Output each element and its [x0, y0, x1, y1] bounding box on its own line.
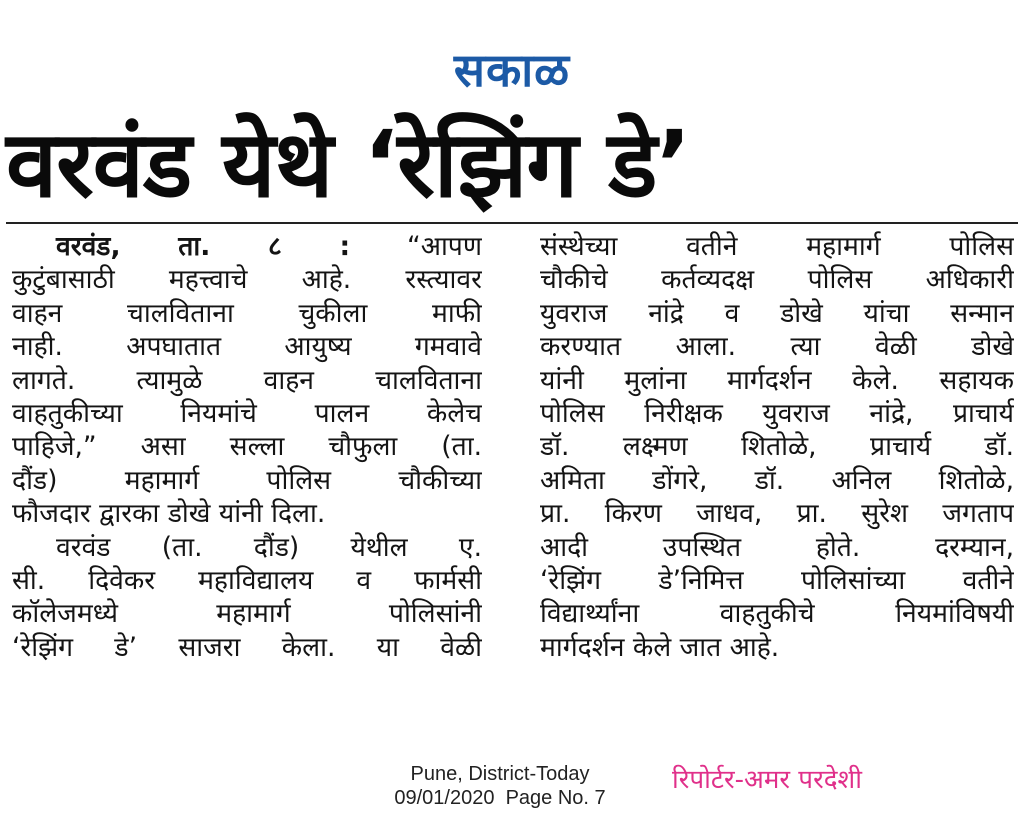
article-line: पोलिस निरीक्षक युवराज नांद्रे, प्राचार्य — [540, 397, 1014, 429]
article-line: ‘रेझिंग डे’निमित्त पोलिसांच्या वतीने — [540, 564, 1014, 596]
reporter-credit: रिपोर्टर-अमर परदेशी — [672, 765, 862, 795]
article-column-right — [540, 230, 1014, 750]
newspaper-masthead — [0, 40, 1024, 100]
article-line: नाही. अपघातात आयुष्य गमवावे — [12, 331, 482, 363]
masthead-name: सकाळ — [453, 43, 571, 97]
article-line: लागते. त्यामुळे वाहन चालविताना — [12, 364, 482, 396]
article-line: युवराज नांद्रे व डोखे यांचा सन्मान — [540, 297, 1014, 329]
source-info — [360, 762, 640, 810]
article-line: वरवंड (ता. दौंड) येथील ए. — [56, 531, 482, 563]
article-line: विद्यार्थ्यांना वाहतुकीचे नियमांविषयी — [540, 598, 1014, 630]
article-line: सी. दिवेकर महाविद्यालय व फार्मसी — [12, 564, 482, 596]
article-column-left — [12, 230, 482, 750]
article-line: कॉलेजमध्ये महामार्ग पोलिसांनी — [12, 598, 482, 630]
headline-rule — [6, 222, 1018, 224]
article-line: डॉ. लक्ष्मण शितोळे, प्राचार्य डॉ. — [540, 431, 1014, 463]
article-line: कुटुंबासाठी महत्त्वाचे आहे. रस्त्यावर — [12, 264, 482, 296]
article-line: दौंड) महामार्ग पोलिस चौकीच्या — [12, 464, 482, 496]
article-line: ‘रेझिंग डे’ साजरा केला. या वेळी — [12, 631, 482, 663]
article-line — [12, 230, 482, 263]
article-line: आदी उपस्थित होते. दरम्यान, — [540, 531, 1014, 563]
article-line: यांनी मुलांना मार्गदर्शन केले. सहायक — [540, 364, 1014, 396]
article-line: पाहिजे,” असा सल्ला चौफुला (ता. — [12, 431, 482, 463]
article-line: मार्गदर्शन केले जात आहे. — [540, 631, 780, 663]
source-date-page: 09/01/2020 Page No. 7 — [394, 787, 606, 809]
dateline: वरवंड, ता. ८ : — [56, 231, 351, 262]
article-line: संस्थेच्या वतीने महामार्ग पोलिस — [540, 231, 1014, 262]
article-line: प्रा. किरण जाधव, प्रा. सुरेश जगताप — [540, 498, 1014, 530]
article-line: वाहतुकीच्या नियमांचे पालन केलेच — [12, 397, 482, 429]
article-line: अमिता डोंगरे, डॉ. अनिल शितोळे, — [540, 464, 1014, 496]
article-line: वाहन चालविताना चुकीला माफी — [12, 297, 482, 329]
article-line-text: “आपण — [406, 231, 482, 262]
article-headline: वरवंड येथे ‘रेझिंग डे’ — [6, 111, 691, 218]
article-line: चौकीचे कर्तव्यदक्ष पोलिस अधिकारी — [540, 264, 1014, 296]
article-line: करण्यात आला. त्या वेळी डोखे — [540, 331, 1014, 363]
article-line: फौजदार द्वारका डोखे यांनी दिला. — [12, 498, 326, 530]
source-publication: Pune, District-Today — [410, 763, 590, 785]
